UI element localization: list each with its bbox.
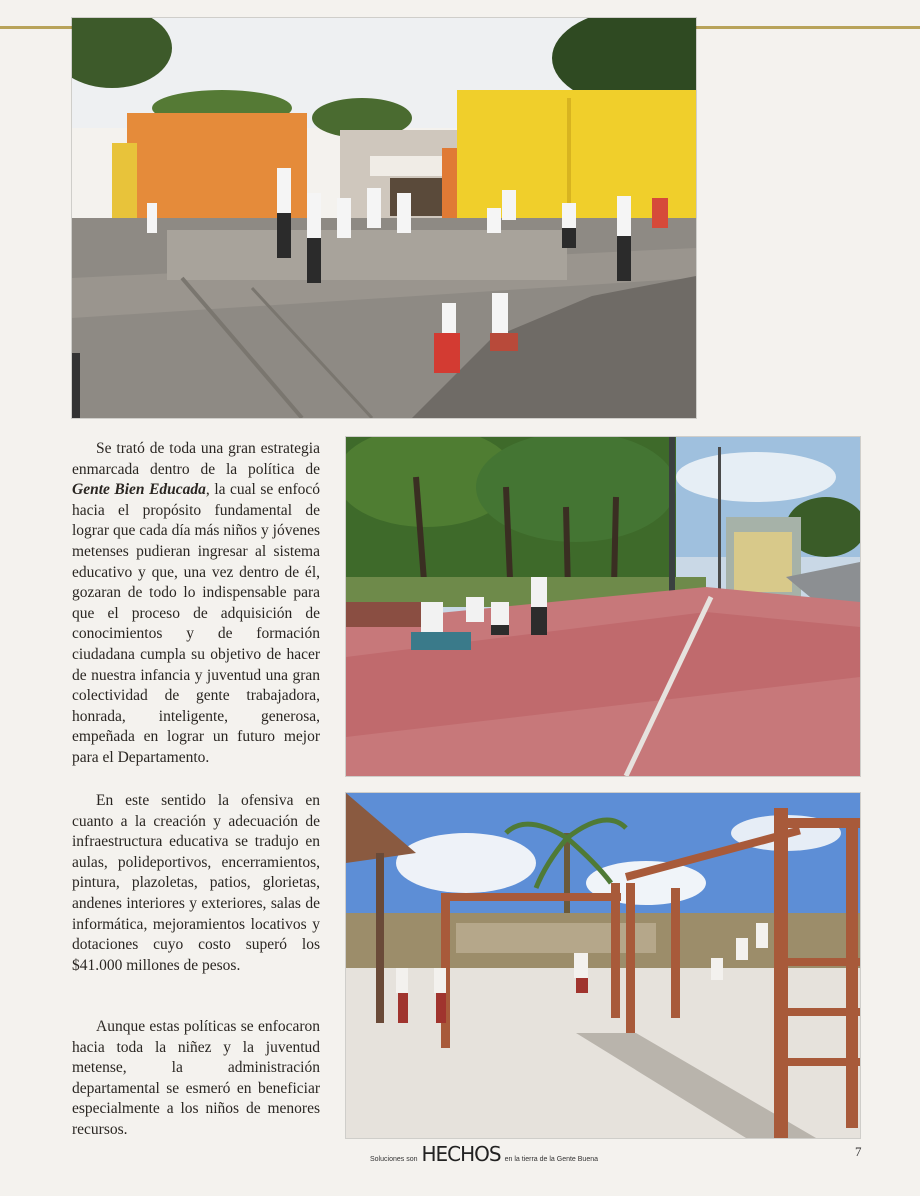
school-plaza-photo <box>72 18 696 418</box>
footer-prefix: Soluciones son <box>370 1156 418 1163</box>
paragraph-intro-after: , la cual se enfocó hacia el propósito fundamental de lograr que cada día más niños y jóvenes metenses pudieran ingresar al sistema educativo y que, una vez dentro de él, gozaran de todo lo indispensable para que el proceso de adquisición de conocimientos y de formación ciudadana cumpla su objetivo de hacer de nuestra infancia y juventud una gran colectividad de gente trabajadora, honrada, inteligente, generosa, empeñada en lograr un futuro mejor para el Departamento. <box>72 481 320 766</box>
paragraph-policies-text: Aunque estas políticas se enfocaron hacia toda la niñez y la juventud metense, la administración departamental se esmeró en beneficiar especialmente a los niños de menores recursos. <box>72 1018 320 1138</box>
footer-brand: HECHOS <box>421 1142 501 1166</box>
footer-suffix: en la tierra de la Gente Buena <box>504 1156 599 1163</box>
paragraph-policies <box>72 1017 320 1141</box>
page-number: 7 <box>855 1144 862 1159</box>
playground-photo <box>346 793 860 1138</box>
paragraph-infrastructure <box>72 791 320 976</box>
paragraph-infrastructure-text: En este sentido la ofensiva en cuanto a la creación y adecuación de infraestructura educativa se tradujo en aulas, polideportivos, encerramientos, pintura, plazoletas, patios, glorietas, andenes interiores y exteriores, salas de informática, mejoramientos locativos y dotaciones cuyo costo superó los $41.000 millones de pesos. <box>72 792 320 974</box>
brick-plaza-photo <box>346 437 860 776</box>
paragraph-intro-before: Se trató de toda una gran estrategia enmarcada dentro de la política de <box>72 440 320 478</box>
footer-tagline <box>370 1142 598 1166</box>
policy-name: Gente Bien Educada <box>72 481 206 499</box>
paragraph-intro <box>72 439 320 769</box>
